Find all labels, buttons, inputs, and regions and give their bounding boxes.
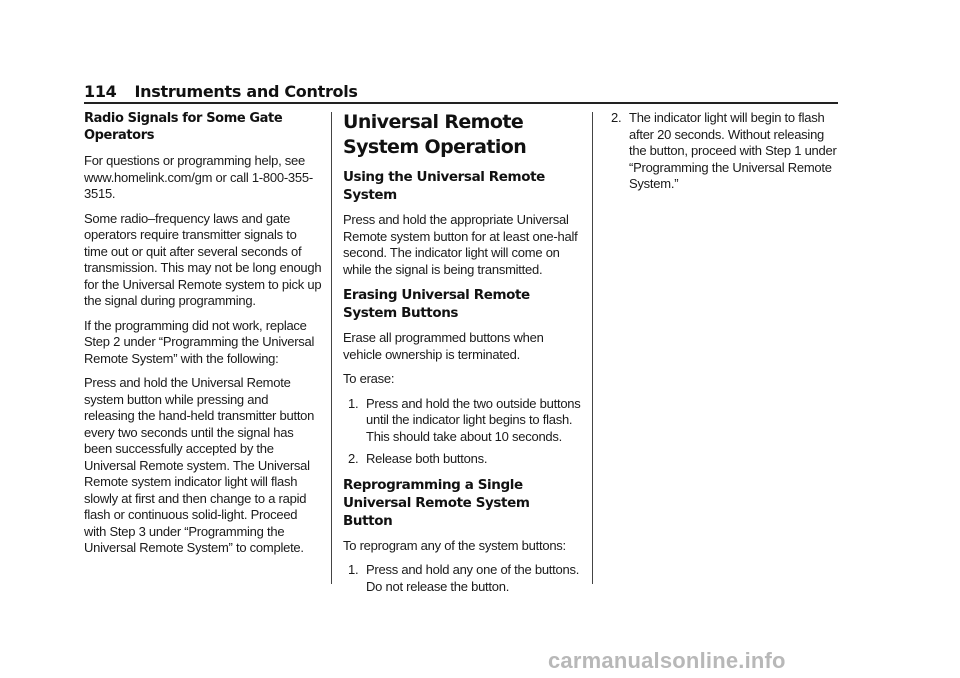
heading-erasing: Erasing Universal Remote System Buttons (343, 287, 530, 321)
list-item (343, 562, 581, 595)
paragraph-erasing: Erase all programmed buttons when vehicle ownership is terminated. (343, 330, 544, 362)
column-2 (343, 110, 581, 603)
paragraph-help: For questions or programming help, see www.homelink.com/gm or call 1-800-355-3515. (84, 153, 313, 201)
watermark: carmanualsonline.info (548, 648, 786, 673)
reprogram-steps-continued (606, 110, 838, 193)
step-text: The indicator light will begin to flash after 20 seconds. Without releasing the button, proceed with Step 1 under “Programming the Universal Remote System.” (629, 110, 837, 191)
list-item (606, 110, 838, 193)
paragraph-using: Press and hold the appropriate Universal Remote system button for at least one-half second. The indicator light will come on while the signal is being transmitted. (343, 212, 578, 277)
reprogram-steps (343, 562, 581, 595)
paragraph-to-erase: To erase: (343, 371, 395, 386)
heading-universal-remote-operation: Universal Remote System Operation (343, 111, 527, 158)
heading-radio-signals: Radio Signals for Some Gate Operators (84, 111, 283, 143)
section-title: Instruments and Controls (134, 82, 358, 101)
step-number: 2. (348, 451, 359, 466)
heading-using: Using the Universal Remote System (343, 169, 545, 203)
column-1 (84, 110, 322, 565)
erase-steps (343, 396, 581, 468)
paragraph-replace-step: If the programming did not work, replace Step 2 under “Programming the Universal Remote System” with the following: (84, 317, 315, 366)
list-item (343, 451, 581, 468)
column-divider-right (592, 112, 593, 584)
list-item (343, 396, 581, 446)
step-text: Release both buttons. (366, 451, 488, 466)
step-text: Press and hold the two outside buttons until the indicator light begins to flash. This should take about 10 seconds. (366, 395, 581, 444)
step-text: Press and hold any one of the buttons. Do not release the button. (366, 562, 580, 594)
step-number: 1. (348, 395, 359, 411)
heading-reprogramming: Reprogramming a Single Universal Remote System Button (343, 476, 530, 529)
step-number: 2. (611, 110, 622, 125)
step-number: 1. (348, 562, 359, 577)
column-3 (606, 110, 838, 201)
header-rule (84, 102, 838, 104)
paragraph-radio-laws: Some radio–frequency laws and gate operators require transmitter signals to time out or quit after several seconds of transmission. This may not be long enough for the Universal Remote system to pick up the signal during programming. (84, 210, 322, 308)
page-header (84, 82, 358, 104)
column-divider-left (331, 112, 332, 584)
paragraph-press-hold: Press and hold the Universal Remote system button while pressing and releasing the hand-held transmitter button every two seconds until the signal has been successfully accepted by the Universal Remote system. The Universal Remote system indicator light will flash slowly at first and then change to a rapid flash or continuous solid-light. Proceed with Step 3 under “Programming the Universal Remote System” to complete. (84, 375, 315, 555)
paragraph-to-reprogram: To reprogram any of the system buttons: (343, 537, 566, 553)
page-number: 114 (84, 82, 117, 101)
